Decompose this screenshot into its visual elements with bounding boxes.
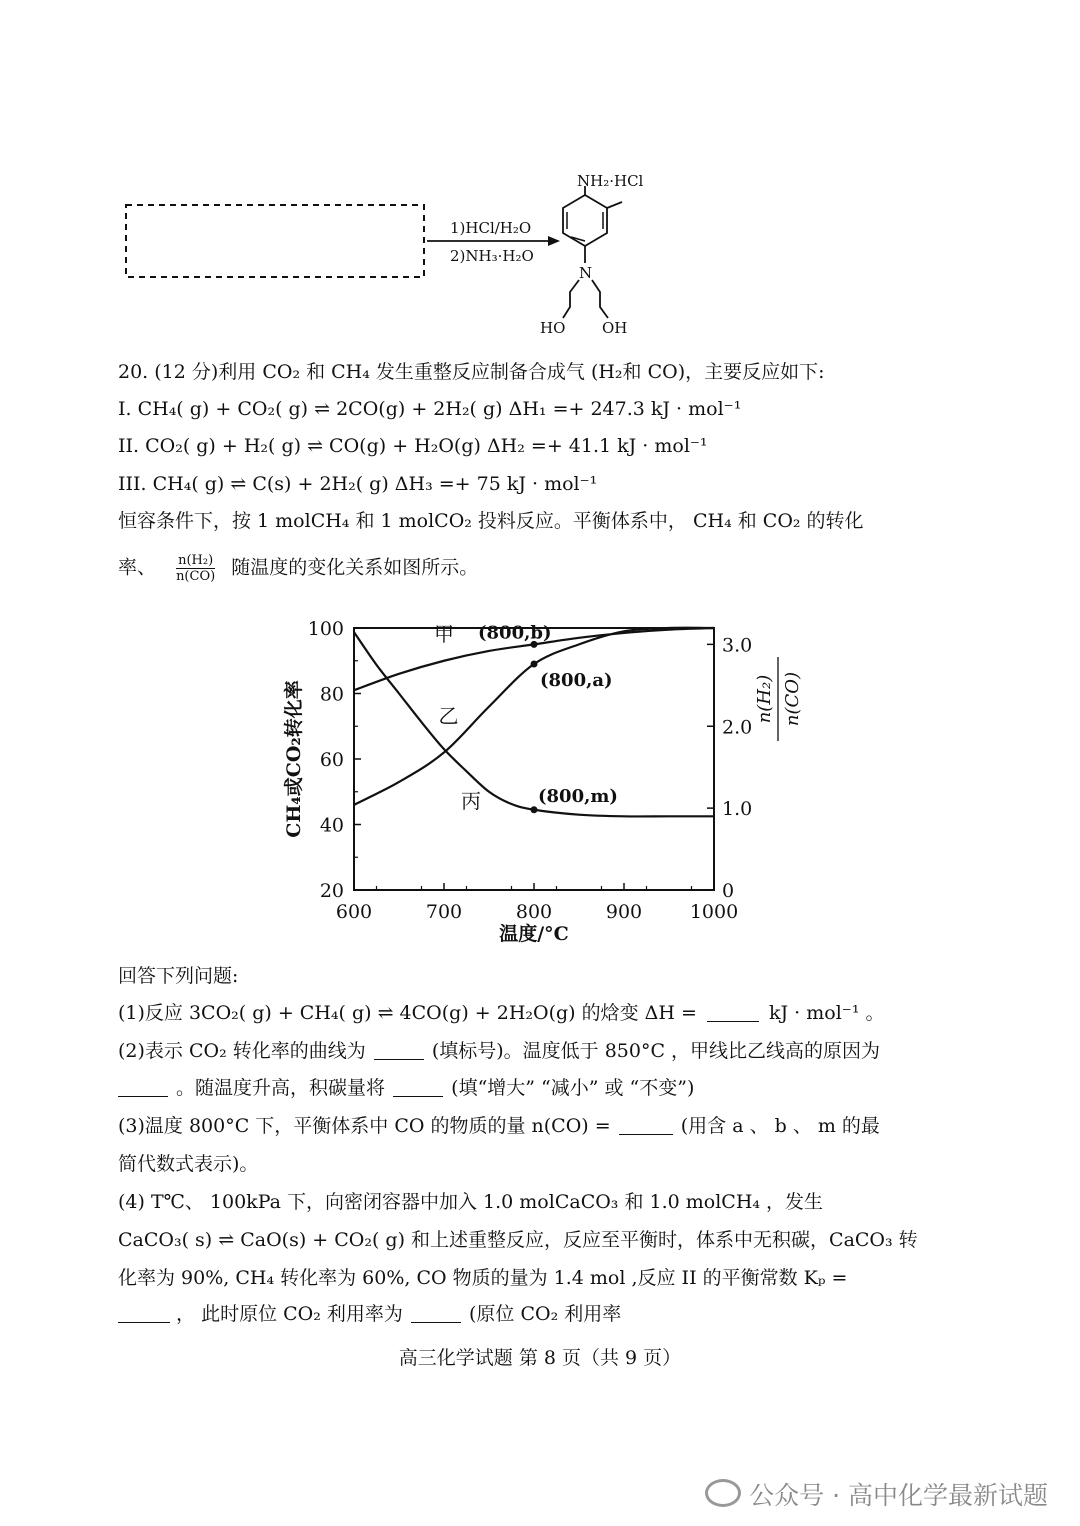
watermark-text: 公众号 · 高中化学最新试题 [749, 1481, 1048, 1510]
condition-line-2 [118, 553, 478, 584]
question-4-line-4 [118, 1301, 621, 1327]
x-axis-label: 温度/°C [499, 923, 569, 945]
ratio-fraction [176, 553, 215, 584]
right-arm [592, 280, 608, 318]
q20-intro: 20. (12 分)利用 CO₂ 和 CH₄ 发生重整反应制备合成气 (H₂和 CO)，主要反应如下: [118, 361, 825, 383]
q2-text-2: (填标号)。温度低于 850°C ，甲线比乙线高的原因为 [431, 1040, 881, 1062]
q2-reason-blank[interactable] [118, 1078, 168, 1097]
annotation-label: (800,m) [538, 785, 618, 807]
y-right-label-denominator: n(CO) [782, 671, 803, 727]
y-left-tick-label: 20 [319, 880, 344, 902]
y-right-tick-label: 0 [722, 880, 735, 902]
y-left-tick-label: 100 [307, 618, 344, 640]
answer-blank-box [126, 205, 424, 277]
y-left-tick-label: 60 [319, 749, 344, 771]
y-right-label-numerator: n(H₂) [754, 674, 775, 724]
x-tick-label: 900 [605, 901, 643, 923]
annotation-label: (800,b) [478, 622, 552, 644]
chart-svg [270, 598, 810, 950]
question-4-line-1: (4) T℃、 100kPa 下，向密闭容器中加入 1.0 molCaCO₃ 和 1.0 molCH₄ ，发生 [118, 1191, 824, 1213]
q4-kp-blank[interactable] [118, 1304, 170, 1323]
page-footer: 高三化学试题 第 8 页（共 9 页） [398, 1347, 682, 1369]
questions-lead: 回答下列问题: [118, 965, 239, 987]
series-line-丙 [354, 632, 714, 816]
arrow-head [548, 236, 560, 246]
question-4-line-2: CaCO₃( s) ⇌ CaO(s) + CO₂( g) 和上述重整反应，反应至平衡时，体系中无积碳，CaCO₃ 转 [118, 1229, 918, 1251]
y-right-tick-label: 1.0 [722, 798, 753, 821]
nitrogen-label: N [579, 264, 593, 282]
x-tick-label: 800 [515, 901, 553, 923]
series-label-丙: 丙 [461, 789, 481, 814]
scheme-svg [100, 160, 700, 350]
q4-text-2: (原位 CO₂ 利用率 [469, 1303, 622, 1325]
benzene-ring [563, 195, 607, 246]
x-tick-label: 600 [335, 901, 373, 923]
series-label-乙: 乙 [438, 703, 459, 728]
methyl-bond [607, 202, 622, 208]
wechat-icon [705, 1479, 741, 1507]
y-left-tick-label: 40 [319, 814, 344, 837]
q2b-end: (填“增大” “减小” 或 “不变”) [451, 1077, 695, 1099]
reaction-2: II. CO₂( g) + H₂( g) ⇌ CO(g) + H₂O(g) ΔH₂ =+ 41.1 kJ · mol⁻¹ [118, 435, 708, 457]
y-left-axis-label: CH₄或CO₂转化率 [283, 680, 305, 838]
annotation-point [531, 661, 538, 668]
q2-curve-blank[interactable] [374, 1041, 424, 1060]
hydroxyl-left: HO [540, 319, 566, 337]
q3-answer-blank[interactable] [619, 1116, 673, 1135]
ratio-denominator: n(CO) [176, 569, 216, 584]
watermark [705, 1476, 1048, 1512]
annotation-label: (800,a) [540, 670, 613, 692]
question-4-line-3: 化率为 90%, CH₄ 转化率为 60%, CO 物质的量为 1.4 mol ,反应 II 的平衡常数 Kₚ = [118, 1267, 848, 1289]
ratio-numerator: n(H₂) [176, 553, 215, 569]
condition-tail: 随温度的变化关系如图所示。 [231, 556, 479, 579]
q2-text: (2)表示 CO₂ 转化率的曲线为 [118, 1040, 366, 1062]
y-right-tick-label: 2.0 [722, 716, 753, 739]
y-left-tick-label: 80 [319, 683, 344, 706]
conversion-chart [270, 598, 810, 950]
q4-utilization-blank[interactable] [411, 1304, 461, 1323]
q1-answer-blank[interactable] [707, 1003, 759, 1022]
q4-text: ， 此时原位 CO₂ 利用率为 [176, 1303, 403, 1325]
annotation-point [531, 806, 538, 813]
q1-unit: kJ · mol⁻¹ 。 [769, 1002, 885, 1024]
condition-line: 恒容条件下，按 1 molCH₄ 和 1 molCO₂ 投料反应。平衡体系中， CH₄ 和 CO₂ 的转化 [118, 510, 864, 532]
q1-text: (1)反应 3CO₂( g) + CH₄( g) ⇌ 4CO(g) + 2H₂O(g) 的焓变 ΔH = [118, 1002, 697, 1024]
hydroxyl-right: OH [602, 319, 628, 337]
left-arm [563, 280, 579, 318]
question-3 [118, 1113, 880, 1139]
q3-text: (3)温度 800°C 下，平衡体系中 CO 的物质的量 n(CO) = [118, 1115, 611, 1137]
x-tick-label: 700 [425, 901, 463, 923]
amine-salt-group: NH₂·HCl [577, 172, 644, 190]
question-1 [118, 1000, 884, 1026]
question-3b: 简代数式表示)。 [118, 1153, 259, 1175]
y-right-tick-label: 3.0 [722, 634, 753, 657]
question-2 [118, 1038, 880, 1064]
x-tick-label: 1000 [689, 901, 739, 923]
reaction-1: I. CH₄( g) + CO₂( g) ⇌ 2CO(g) + 2H₂( g) ΔH₁ =+ 247.3 kJ · mol⁻¹ [118, 398, 742, 420]
series-line-乙 [354, 628, 714, 805]
q2-carbon-blank[interactable] [393, 1078, 443, 1097]
reagent-1: 1)HCl/H₂O [450, 219, 532, 237]
q3-text-2: (用含 a 、 b 、 m 的最 [680, 1115, 880, 1137]
q2b-text: 。随温度升高，积碳量将 [176, 1077, 386, 1099]
condition-rate: 率、 [118, 556, 157, 579]
reaction-3: III. CH₄( g) ⇌ C(s) + 2H₂( g) ΔH₃ =+ 75 kJ · mol⁻¹ [118, 473, 598, 495]
reagent-2: 2)NH₃·H₂O [450, 247, 534, 265]
series-label-甲: 甲 [434, 622, 454, 647]
question-2b [118, 1075, 694, 1101]
reaction-scheme [100, 160, 700, 350]
